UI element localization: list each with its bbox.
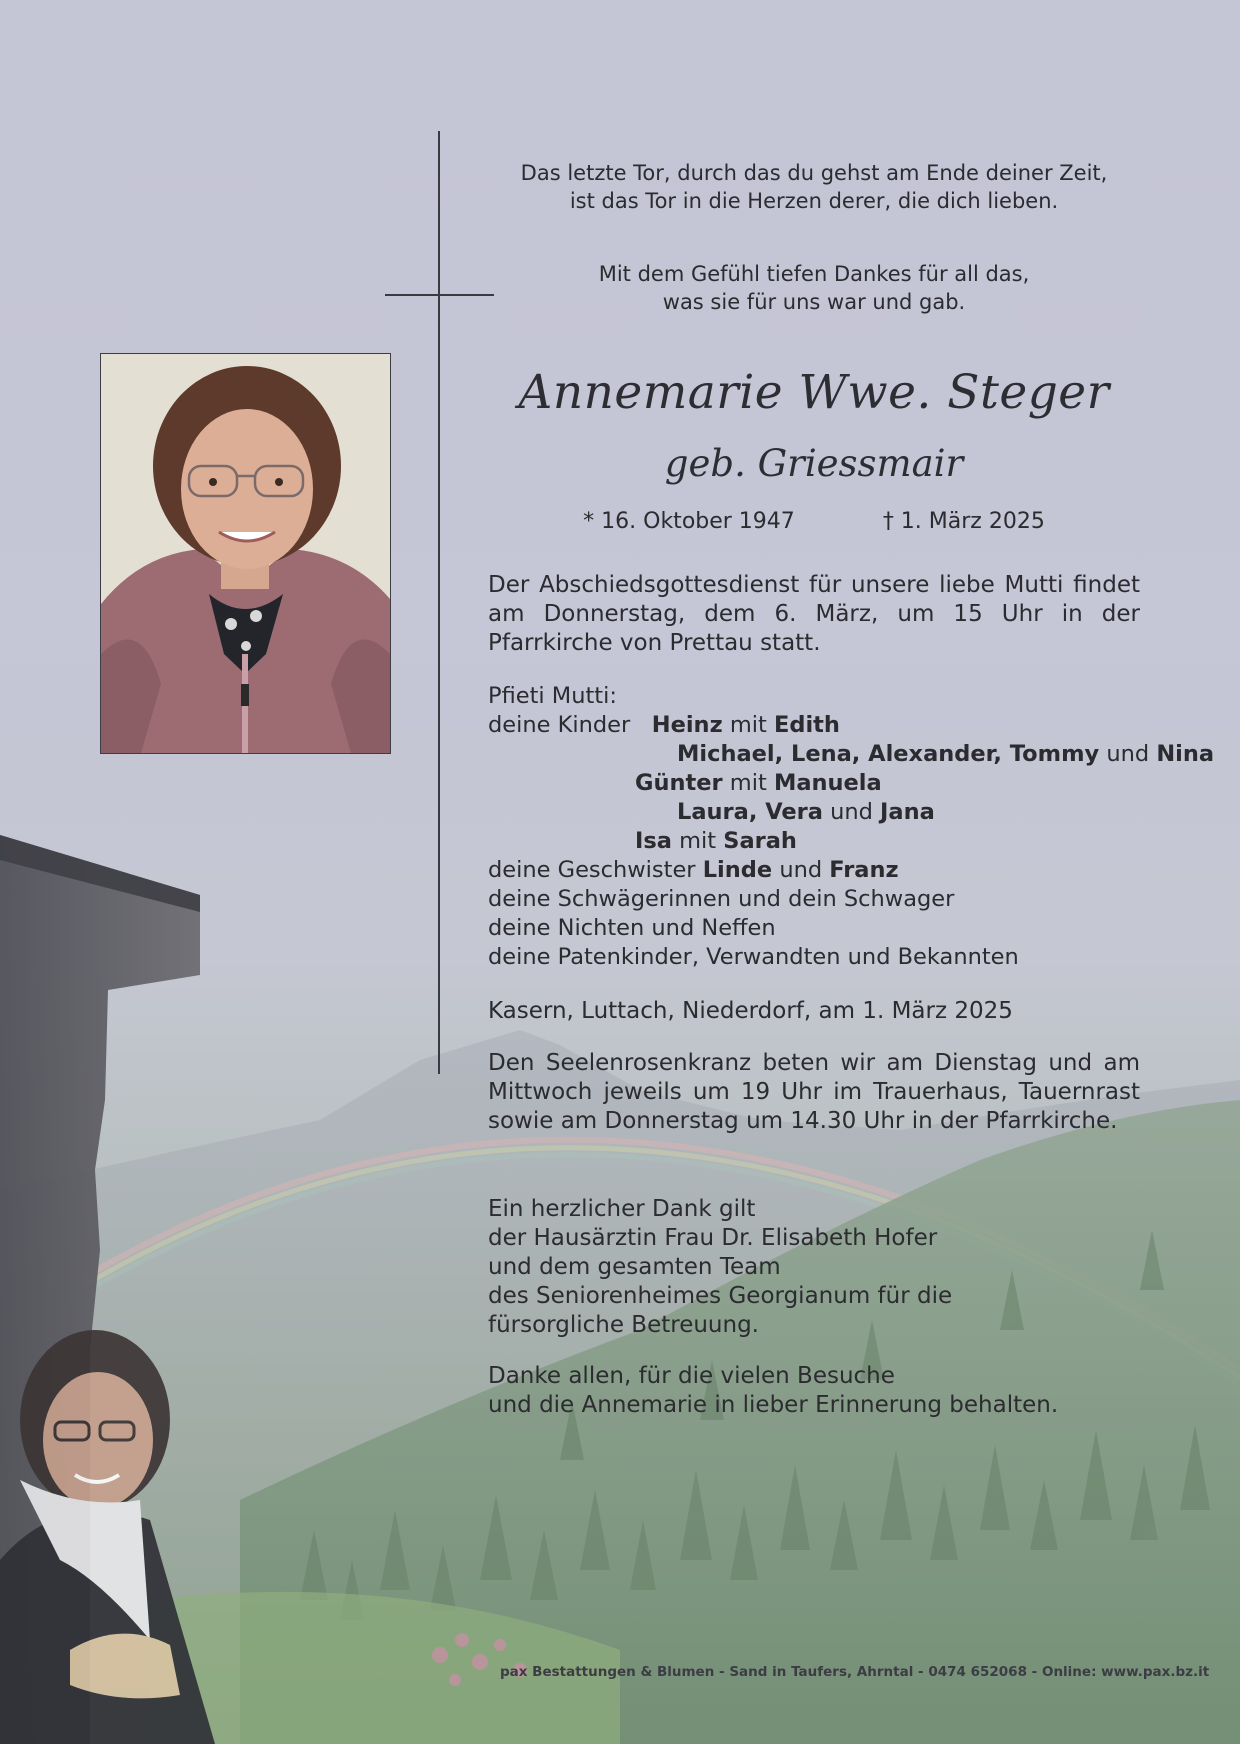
verse-line: ist das Tor in die Herzen derer, die dich lieben. [569, 189, 1059, 213]
service-announcement: Der Abschiedsgottesdienst für unsere liebe Mutti findet am Donnerstag, dem 6. März, um 15 Uhr in der Pfarrkirche von Prettau statt. [488, 572, 1140, 656]
thanks-line: und die Annemarie in lieber Erinnerung behalten. [488, 1392, 1059, 1418]
sibling-name: Linde [702, 857, 773, 883]
godchildren-row: deine Patenkinder, Verwandten und Bekannten [488, 944, 1019, 970]
thanks-line: fürsorgliche Betreuung. [488, 1312, 759, 1338]
grandchildren-names: Michael, Lena, Alexander, Tommy [677, 741, 1100, 767]
children-row [488, 769, 1140, 798]
children-row [488, 711, 1140, 740]
thanks-line: des Seniorenheimes Georgianum für die [488, 1283, 953, 1309]
life-dates [488, 508, 1140, 536]
portrait-photo [100, 353, 391, 754]
siblings-row [488, 856, 1140, 885]
children-row [488, 827, 1140, 856]
inlaws-row: deine Schwägerinnen und dein Schwager [488, 886, 955, 912]
connector: mit [679, 828, 724, 854]
thanks-line: der Hausärztin Frau Dr. Elisabeth Hofer [488, 1225, 938, 1251]
mourners-intro: Pfieti Mutti: [488, 683, 617, 709]
grandchildren-row [488, 740, 1215, 769]
thanks-line: Ein herzlicher Dank gilt [488, 1196, 756, 1222]
verse-block [488, 159, 1140, 215]
grandchild-name: Nina [1156, 741, 1215, 767]
deceased-name: Annemarie Wwe. Steger [518, 365, 1110, 420]
cross-horizontal [385, 294, 494, 296]
verse-line: Das letzte Tor, durch das du gehst am Ende deiner Zeit, [520, 161, 1108, 185]
birth-date: * 16. Oktober 1947 [583, 509, 795, 534]
children-label: deine Kinder [488, 712, 631, 738]
grandchild-name: Jana [880, 799, 935, 825]
connector: und [830, 799, 881, 825]
birth-name: geb. Griessmair [664, 442, 964, 485]
spouse-name: Edith [773, 712, 840, 738]
thanks-block [488, 1195, 1140, 1340]
closing-thanks [488, 1362, 1140, 1420]
rosary-announcement: Den Seelenrosenkranz beten wir am Dienstag und am Mittwoch jeweils um 19 Uhr im Trauerhaus, Tauernrast sowie am Donnerstag um 14.30 Uhr in der Pfarrkirche. [488, 1050, 1140, 1134]
funeral-home-footer: pax Bestattungen & Blumen - Sand in Taufers, Ahrntal - 0474 652068 - Online: www.pax.bz.it [500, 1664, 1210, 1680]
thanks-line: und dem gesamten Team [488, 1254, 781, 1280]
nieces-row: deine Nichten und Neffen [488, 915, 776, 941]
verse-line: was sie für uns war und gab. [662, 290, 966, 314]
mourners-list [488, 682, 1215, 972]
siblings-label: deine Geschwister [488, 857, 696, 883]
thanks-line: Danke allen, für die vielen Besuche [488, 1363, 895, 1389]
verse-line: Mit dem Gefühl tiefen Dankes für all das, [598, 262, 1030, 286]
cross-vertical [438, 131, 440, 1074]
child-name: Heinz [651, 712, 723, 738]
child-name: Isa [635, 828, 672, 854]
grandchildren-names: Laura, Vera [677, 799, 823, 825]
connector: mit [729, 712, 774, 738]
connector: und [1106, 741, 1157, 767]
grandchildren-row [488, 798, 1140, 827]
sibling-name: Franz [829, 857, 899, 883]
spouse-name: Sarah [723, 828, 797, 854]
child-name: Günter [635, 770, 723, 796]
spouse-name: Manuela [773, 770, 882, 796]
thanks-verse-block [488, 260, 1140, 316]
death-date: † 1. März 2025 [882, 509, 1045, 534]
connector: und [779, 857, 830, 883]
connector: mit [729, 770, 774, 796]
place-date: Kasern, Luttach, Niederdorf, am 1. März 2025 [488, 998, 1013, 1024]
